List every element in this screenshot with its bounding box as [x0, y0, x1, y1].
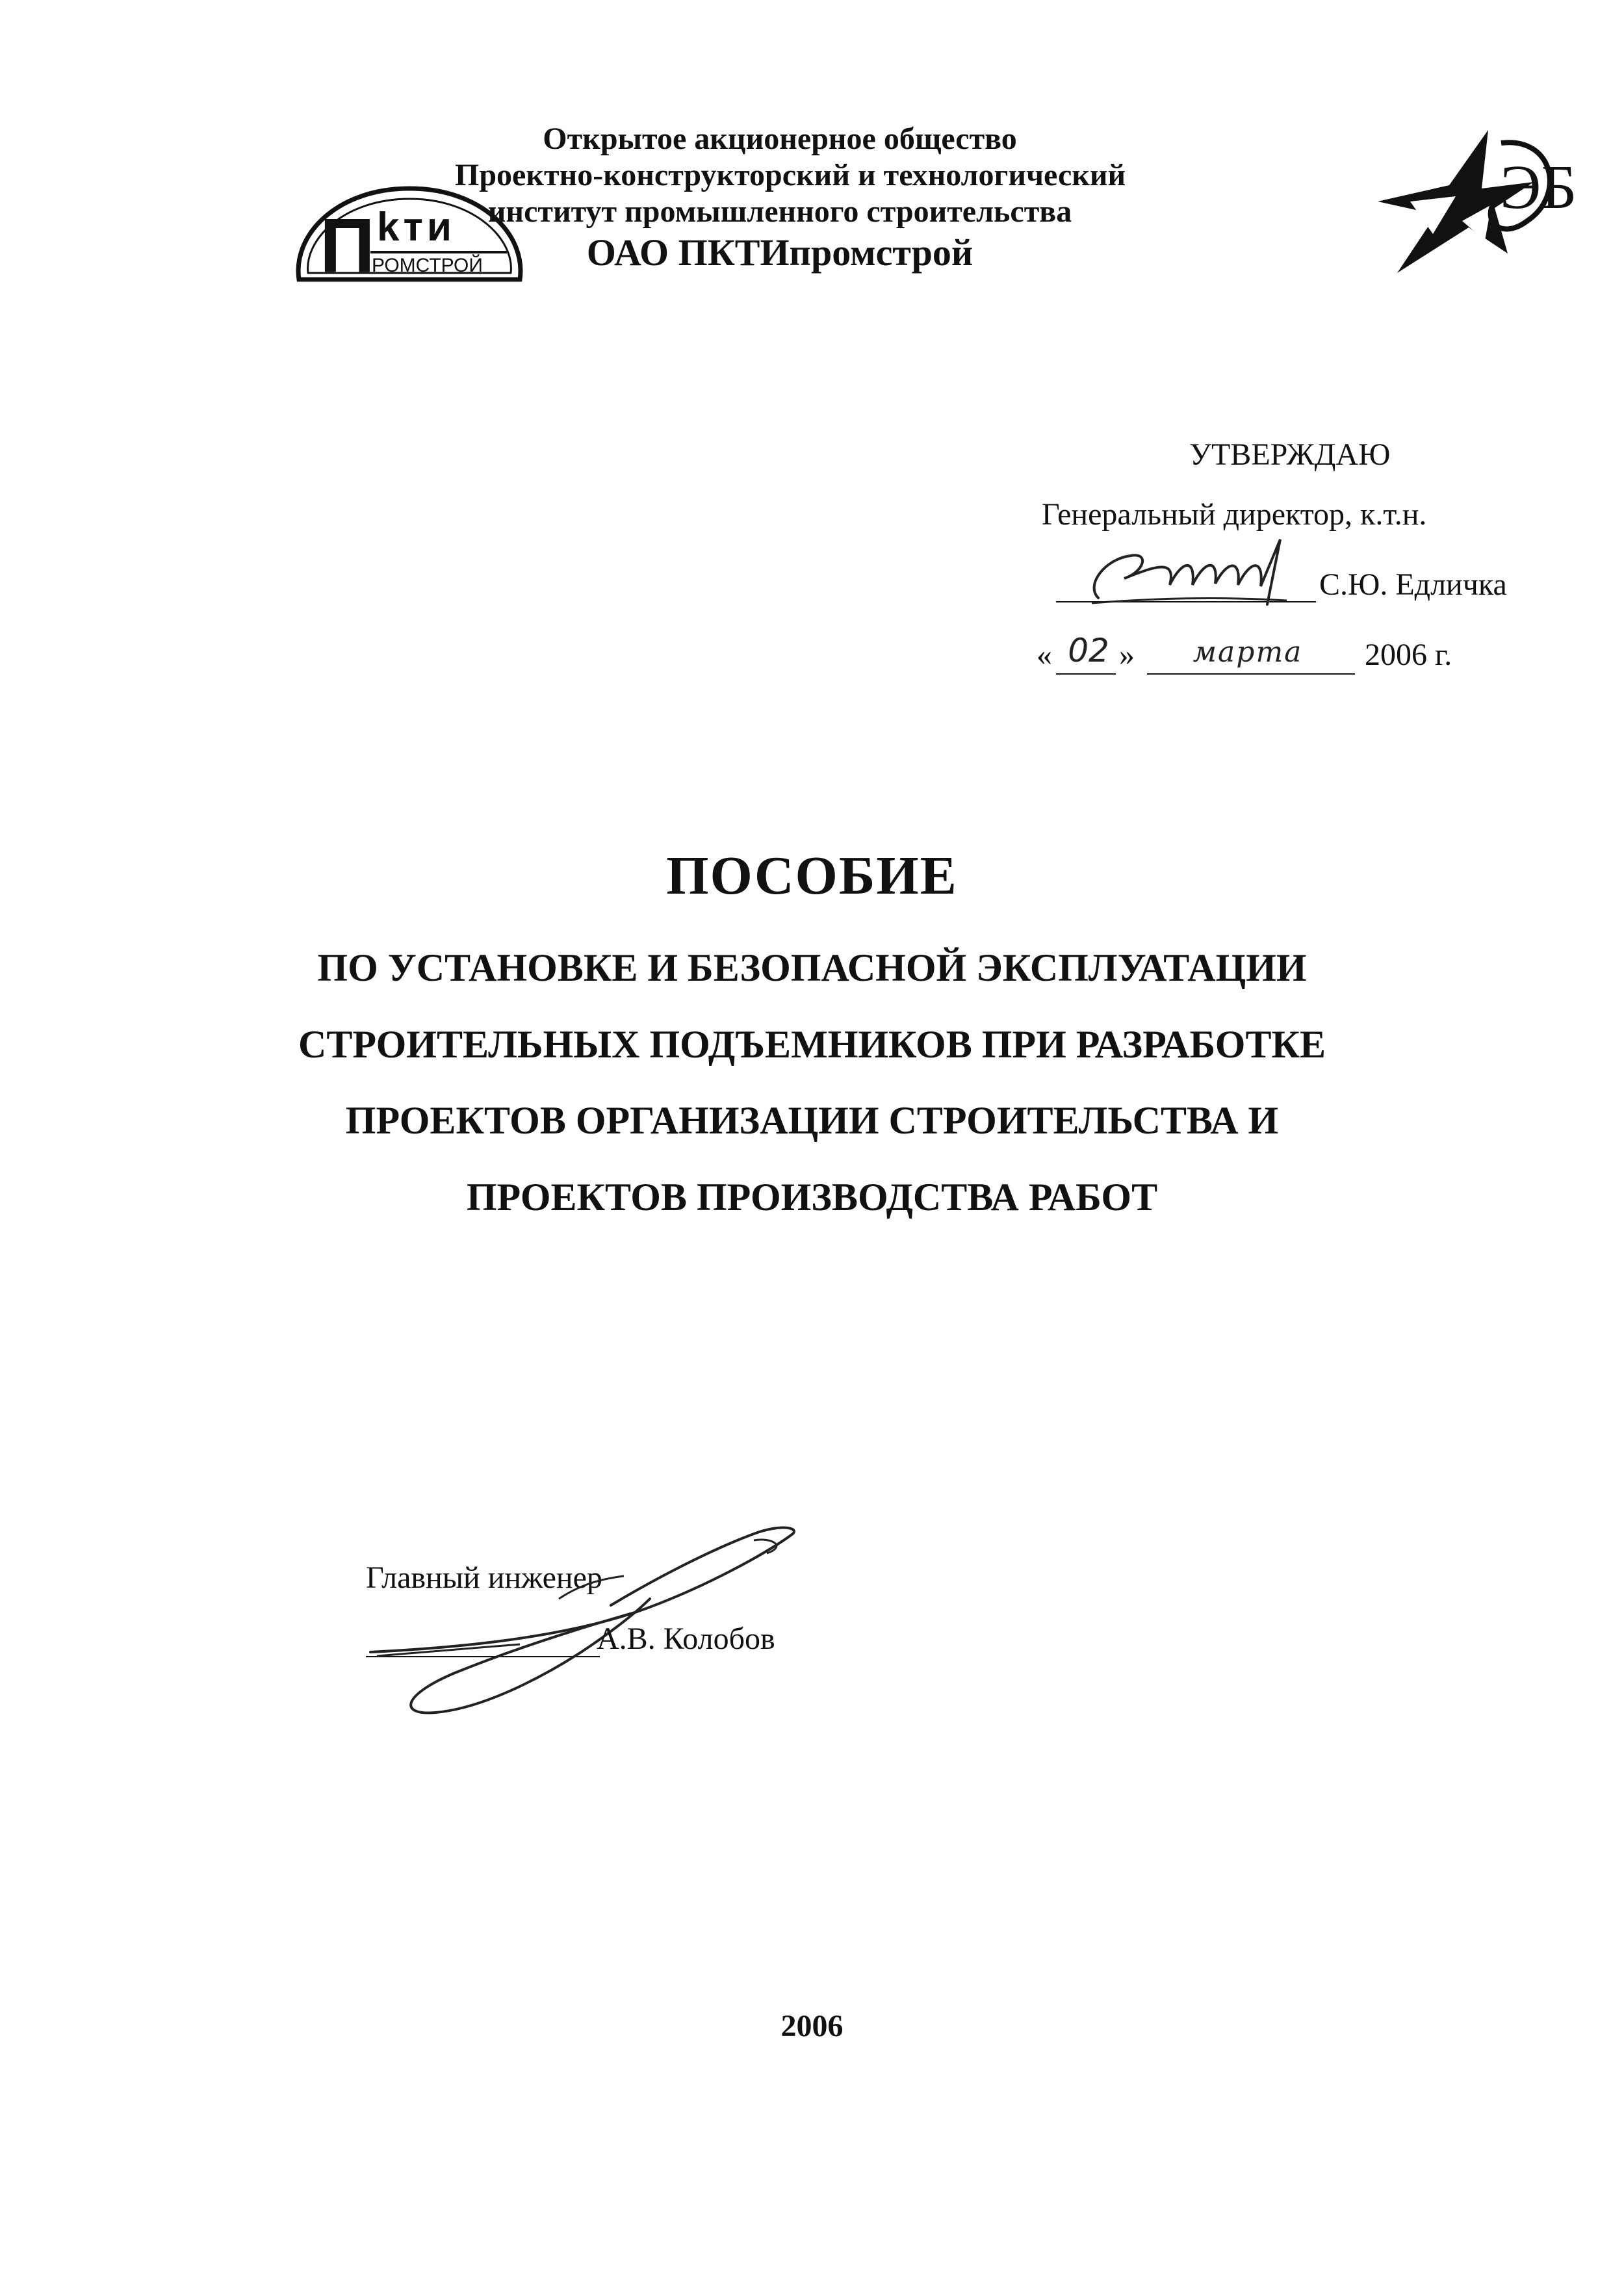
- date-close-quote: »: [1119, 638, 1135, 672]
- chief-engineer-position: Главный инженер: [366, 1560, 602, 1595]
- subtitle-line-2: СТРОИТЕЛЬНЫХ ПОДЪЕМНИКОВ ПРИ РАЗРАБОТКЕ: [298, 1023, 1326, 1066]
- org-short-name: ОАО ПКТИпромстрой: [586, 231, 973, 274]
- date-day-line: [1056, 673, 1116, 675]
- date-day: 02: [1068, 632, 1109, 669]
- chief-engineer-name: А.В. Колобов: [597, 1622, 775, 1656]
- director-signature-icon: [1079, 533, 1300, 611]
- approval-position: Генеральный директор, к.т.н.: [1042, 497, 1427, 532]
- pkti-logo: [286, 175, 533, 299]
- footer-year: 2006: [780, 2009, 844, 2043]
- subtitle-line-1: ПО УСТАНОВКЕ И БЕЗОПАСНОЙ ЭКСПЛУАТАЦИИ: [317, 946, 1307, 989]
- date-month-line: [1147, 673, 1355, 675]
- logo-main-letter: П: [320, 203, 375, 289]
- date-year: 2006 г.: [1365, 638, 1452, 672]
- subtitle-line-3: ПРОЕКТОВ ОРГАНИЗАЦИИ СТРОИТЕЛЬСТВА И: [345, 1099, 1279, 1142]
- org-line-1: Открытое акционерное общество: [543, 122, 1017, 156]
- logo-bottom-word: РОМСТРОЙ: [372, 255, 483, 276]
- star-emblem-logo: [1371, 123, 1577, 279]
- org-line-3: институт промышленного строительства: [487, 194, 1072, 229]
- subtitle-line-4: ПРОЕКТОВ ПРОИЗВОДСТВА РАБОТ: [466, 1176, 1158, 1219]
- document-title: ПОСОБИЕ: [666, 846, 958, 906]
- approval-name: С.Ю. Едличка: [1319, 567, 1507, 602]
- logo-top-letters: kти: [377, 205, 456, 250]
- org-line-2: Проектно-конструкторский и технологический: [455, 158, 1126, 192]
- date-open-quote: «: [1037, 638, 1052, 672]
- approval-title: УТВЕРЖДАЮ: [1189, 437, 1391, 472]
- logo-emblem-letters: ЭБ: [1500, 152, 1577, 222]
- date-month: марта: [1192, 636, 1303, 669]
